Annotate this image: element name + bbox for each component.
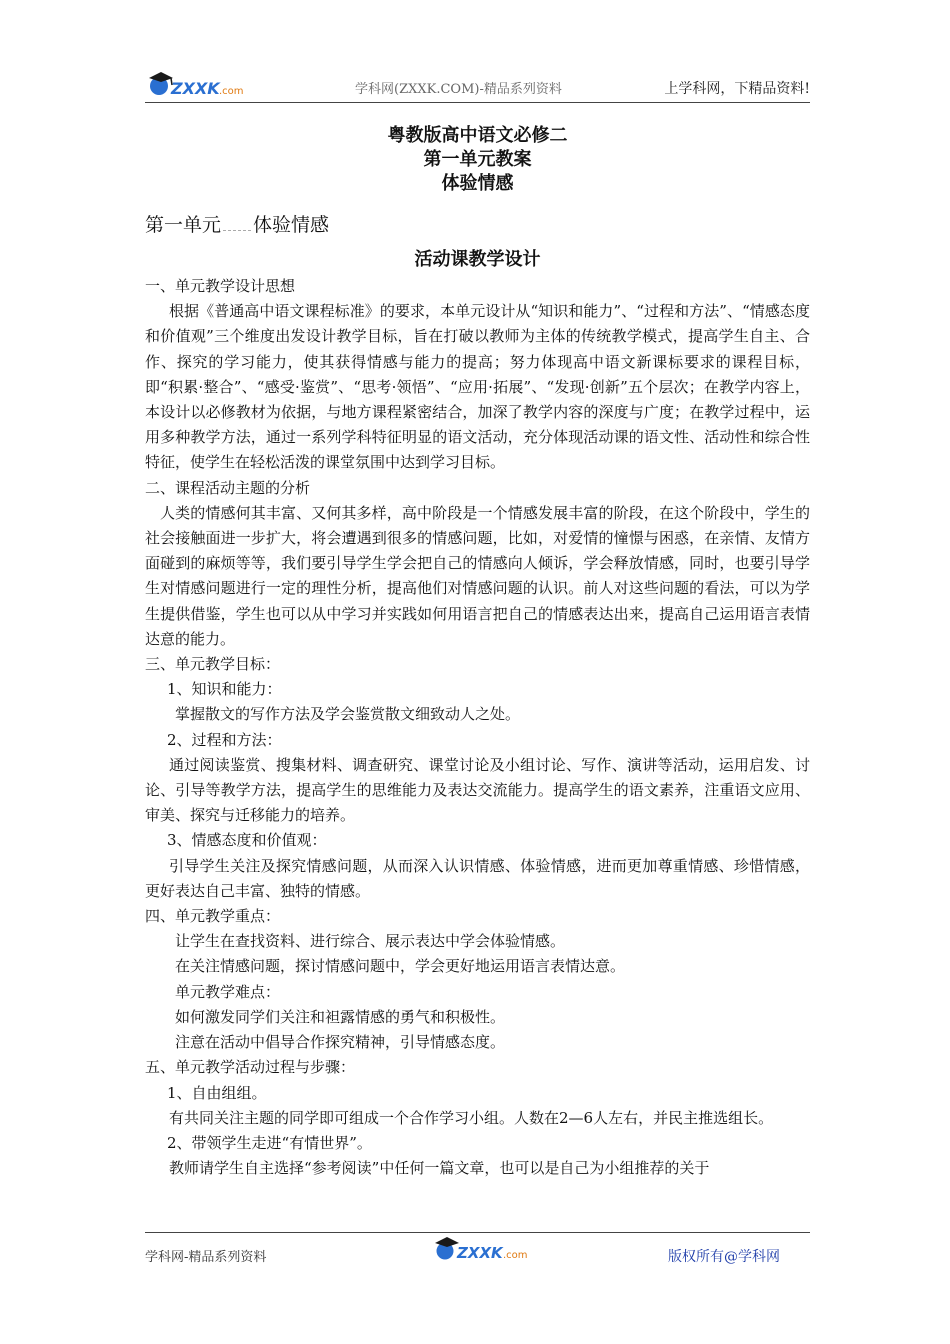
footer-left-text: 学科网-精品系列资料	[145, 1250, 267, 1265]
svg-text:.com: .com	[503, 1250, 528, 1261]
unit-heading	[145, 212, 329, 238]
svg-text:.com: .com	[219, 86, 244, 97]
title-line-3: 体验情感	[441, 173, 514, 194]
unit-heading-gap	[223, 230, 251, 231]
section-heading-1: 一、单元教学设计思想	[145, 277, 296, 295]
header-right-text: 上学科网，下精品资料!	[664, 81, 810, 97]
title-line-2: 第一单元教案	[423, 149, 532, 170]
paragraph-attitude: 引导学生关注及探究情感问题，从而深入认识情感、体验情感，进而更加尊重情感、珍惜情感，更好表达自己丰富、独特的情感。	[145, 856, 810, 900]
paragraph-knowledge: 掌握散文的写作方法及学会鉴赏散文细致动人之处。	[175, 705, 521, 724]
step-2-heading: 2、带领学生走进“有情世界”。	[167, 1133, 372, 1152]
step-2-paragraph: 教师请学生自主选择“参考阅读”中任何一篇文章，也可以是自己为小组推荐的关于	[169, 1159, 710, 1178]
section-heading-2: 二、课程活动主题的分析	[145, 478, 311, 497]
svg-text:ZXXK: ZXXK	[171, 79, 220, 98]
subheading-attitude: 3、情感态度和价值观：	[167, 831, 327, 850]
title-line-1: 粤教版高中语文必修二	[387, 125, 568, 146]
sub-heading: 活动课教学设计	[414, 249, 541, 270]
paragraph-focus-2: 在关注情感问题，探讨情感问题中，学会更好地运用语言表情达意。	[175, 957, 626, 976]
step-1-heading: 1、自由组组。	[167, 1083, 267, 1102]
subheading-knowledge: 1、知识和能力：	[167, 680, 282, 699]
document-titles	[145, 124, 810, 196]
header-divider	[145, 102, 810, 103]
footer-zxxk-logo-icon	[432, 1234, 538, 1264]
section-heading-3: 三、单元教学目标：	[145, 655, 281, 674]
page-header	[145, 68, 810, 104]
document-body	[145, 274, 810, 1181]
subheading-process: 2、过程和方法：	[167, 730, 282, 749]
unit-heading-part2: 体验情感	[253, 214, 330, 236]
paragraph-difficulty-2: 注意在活动中倡导合作探究精神，引导情感态度。	[175, 1033, 506, 1052]
paragraph-process: 通过阅读鉴赏、搜集材料、调查研究、课堂讨论及小组讨论、写作、演讲等活动，运用启发、讨论、引导等教学方法，提高学生的思维能力及表达交流能力。提高学生的语文素养，注重语文应用、审美、探究与迁移能力的培养。	[145, 755, 810, 825]
section-heading-5: 五、单元教学活动过程与步骤：	[145, 1058, 356, 1077]
svg-text:ZXXK: ZXXK	[457, 1244, 503, 1262]
step-1-paragraph: 有共同关注主题的同学即可组成一个合作学习小组。人数在2—6人左右，并民主推选组长。	[169, 1108, 774, 1127]
paragraph-focus-1: 让学生在查找资料、进行综合、展示表达中学会体验情感。	[175, 932, 566, 951]
section-heading-4: 四、单元教学重点：	[145, 907, 281, 926]
paragraph-difficulty-1: 如何激发同学们关注和袒露情感的勇气和积极性。	[175, 1007, 506, 1026]
subheading-difficulty: 单元教学难点：	[175, 982, 281, 1001]
paragraph-2: 人类的情感何其丰富、又何其多样，高中阶段是一个情感发展丰富的阶段，在这个阶段中，学生的社会接触面进一步扩大，将会遭遇到很多的情感问题，比如，对爱情的憧憬与困惑，在亲情、友情方面碰到的麻烦等等，我们要引导学生学会把自己的情感向人倾诉，学会释放情感，同时，也要引导学生对情感问题进行一定的理性分析，提高他们对情感问题的认识。前人对这些问题的看法，可以为学生提供借鉴，学生也可以从中学习并实践如何用语言把自己的情感表达出来，提高自己运用语言表情达意的能力。	[145, 503, 810, 648]
paragraph-1: 根据《普通高中语文课程标准》的要求，本单元设计从“知识和能力”、“过程和方法”、“情感态度和价值观”三个维度出发设计教学目标，旨在打破以教师为主体的传统教学模式，提高学生自主、合作、探究的学习能力，使其获得情感与能力的提高；努力体现高中语文新课标要求的课程目标，即“积累·整合”、“感受·鉴赏”、“思考·领悟”、“应用·拓展”、“发现·创新”五个层次；在教学内容上，本设计以必修教材为依据，与地方课程紧密结合，加深了教学内容的深度与广度；在教学过程中，运用多种教学方法，通过一系列学科特征明显的语文活动，充分体现活动课的语文性、活动性和综合性特征，使学生在轻松活泼的课堂氛围中达到学习目标。	[145, 302, 810, 472]
footer-divider	[145, 1232, 810, 1233]
unit-heading-part1: 第一单元	[145, 214, 222, 236]
header-center-text: 学科网(ZXXK.COM)-精品系列资料	[355, 82, 562, 97]
zxxk-logo-icon	[145, 68, 255, 100]
footer-right-text: 版权所有@学科网	[668, 1249, 780, 1265]
